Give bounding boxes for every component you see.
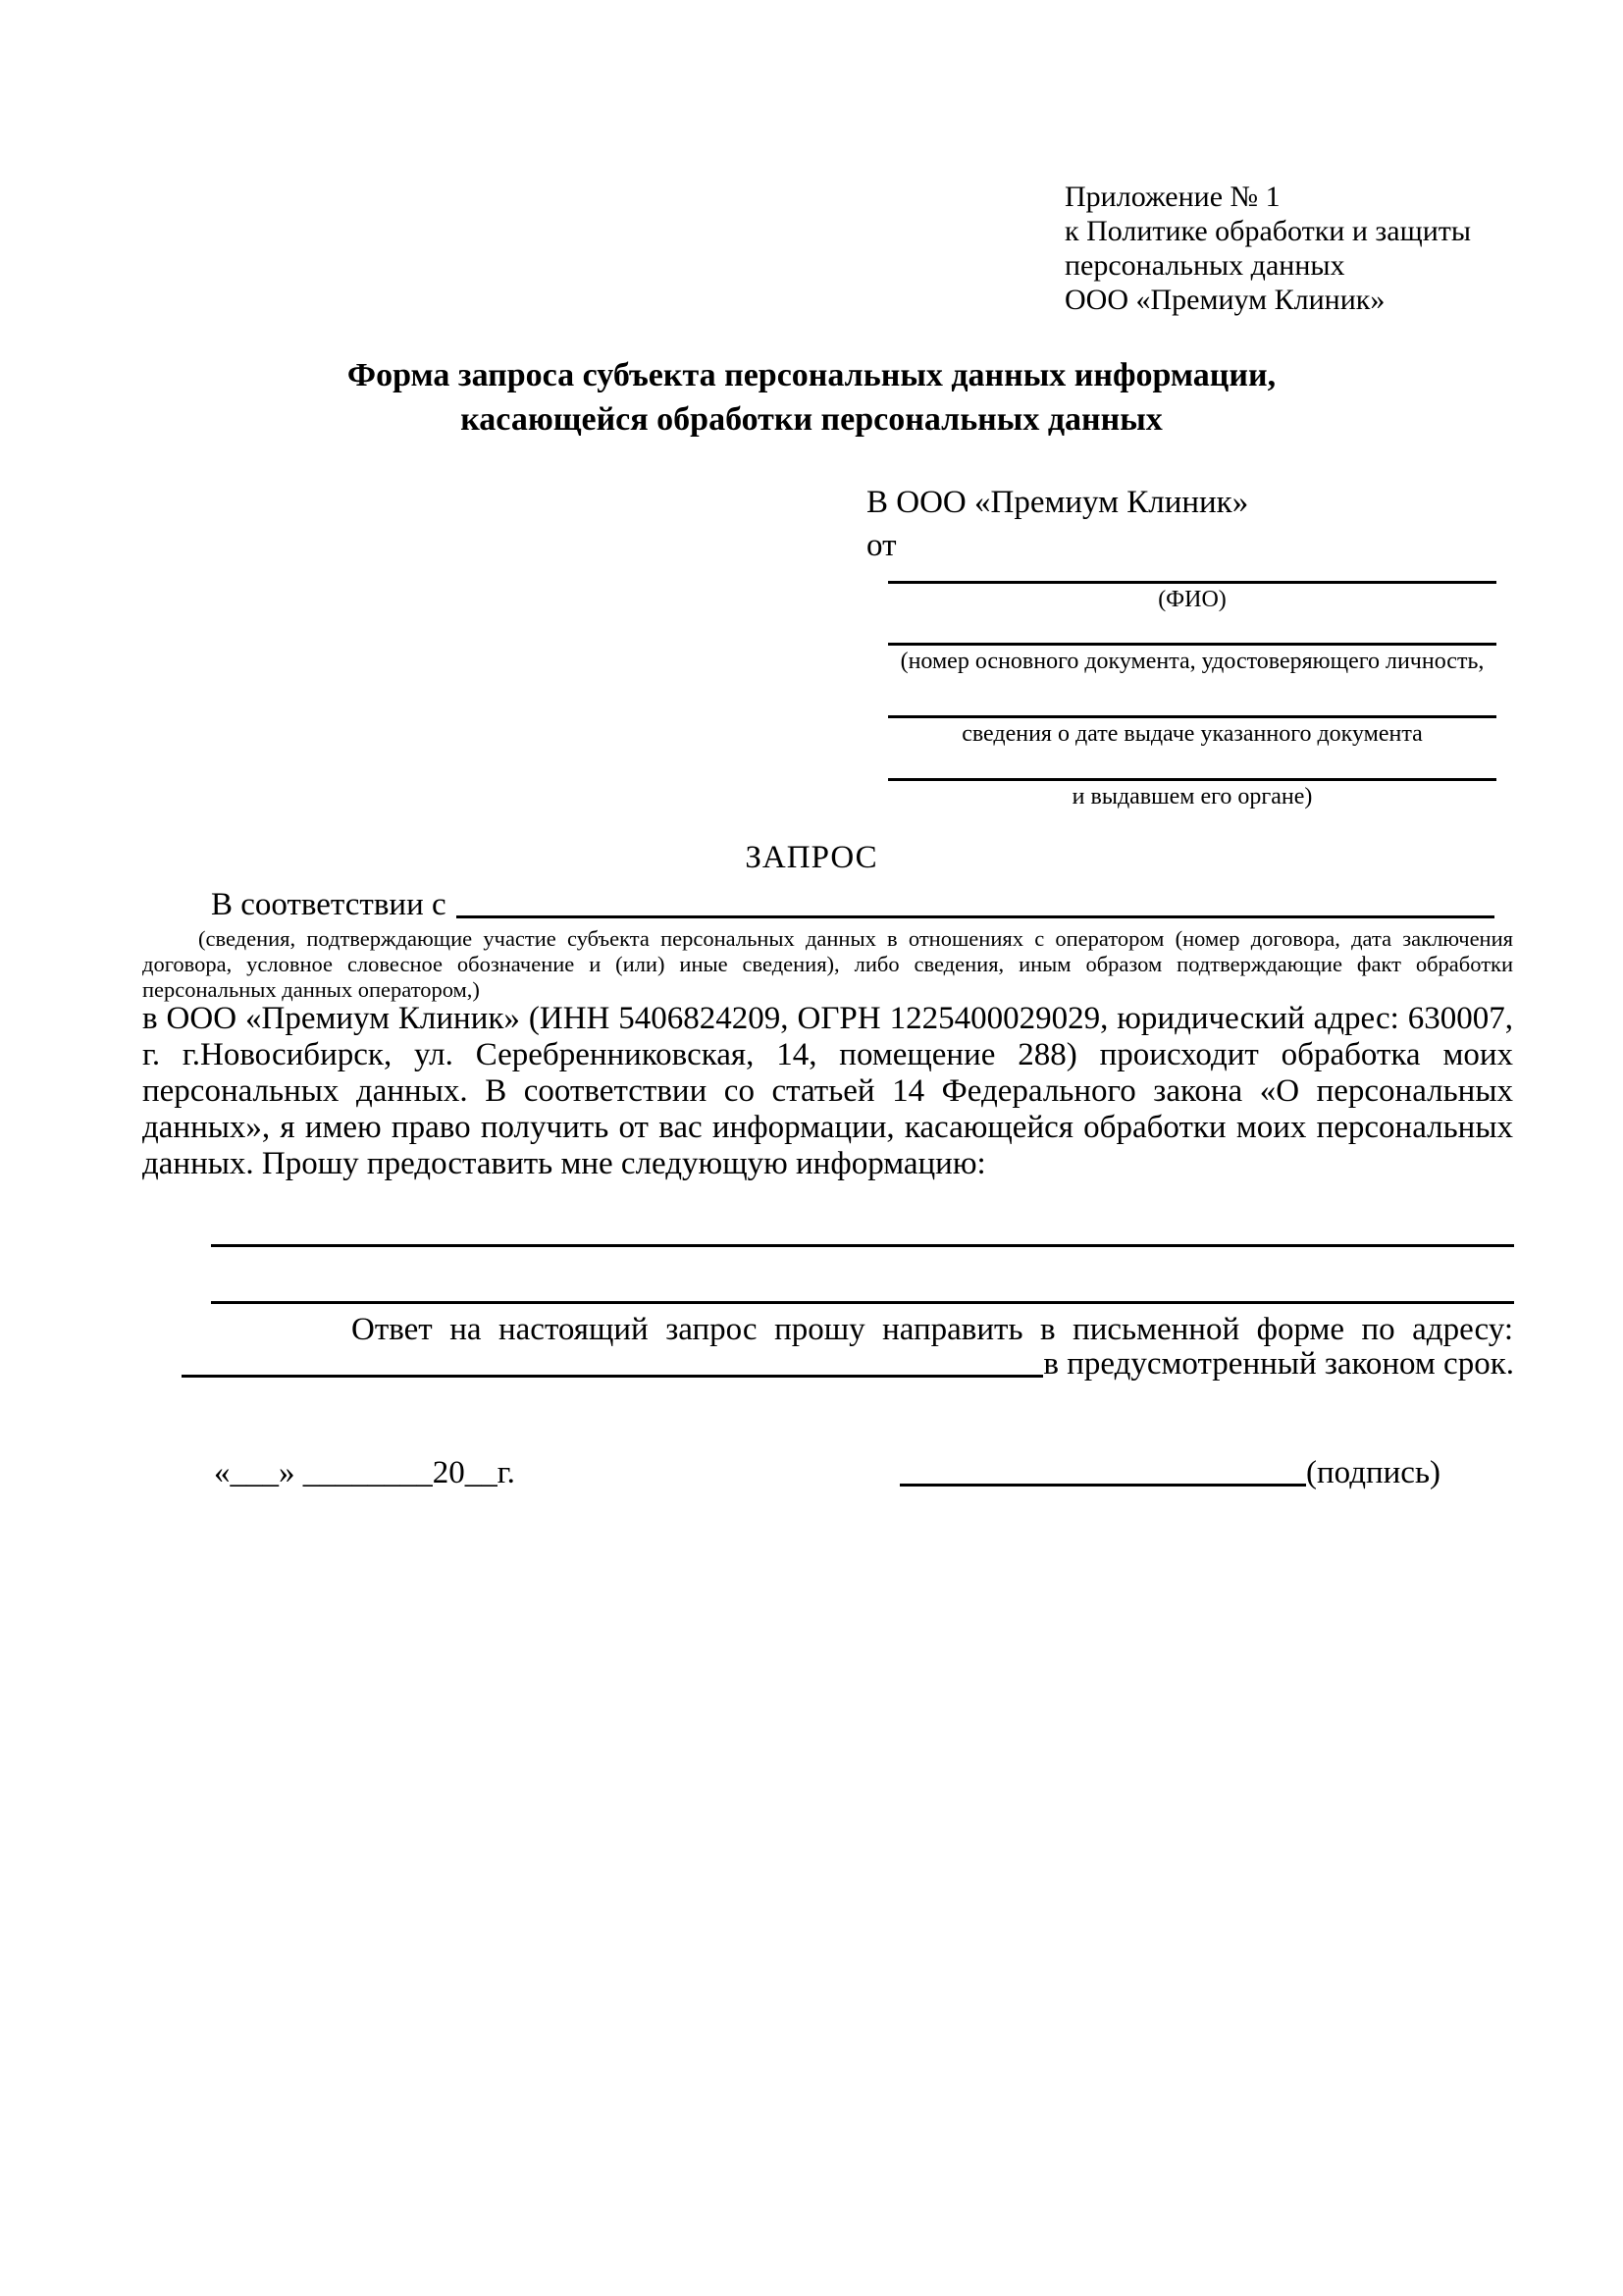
issuing-authority-caption: и выдавшем его органе) (1072, 784, 1313, 809)
fio-field (888, 581, 1496, 613)
addressee-from-label: от (866, 528, 897, 563)
body-paragraph: в ООО «Премиум Клиник» (ИНН 5406824209, ОГРН 1225400029029, юридический адрес: 630007, г. г.Новосибирск, ул. Серебренниковская, 14, помещение 288) происходит обработка моих персональных данных. В соответствии со статьей 14 Федерального закона «О персональных данных», я имею право получить от вас информации, касающейся обработки моих персональных данных. Прошу предоставить мне следующую информацию: (142, 1001, 1513, 1181)
appendix-note-line: ООО «Премиум Клиник» (1065, 284, 1386, 316)
fine-print-note: (сведения, подтверждающие участие субъекта персональных данных в отношениях с оператором (номер договора, дата заключения договора, условное словесное обозначение и (или) иные сведения), либо сведения, иным образом подтверждающие факт обработки персональных данных оператором,) (142, 926, 1513, 1002)
info-write-in-line (211, 1301, 1514, 1304)
accordance-write-in-line (456, 915, 1494, 918)
address-write-in-line (182, 1375, 1043, 1378)
signature-caption: (подпись) (1306, 1455, 1440, 1490)
addressee-organization: В ООО «Премиум Клиник» (866, 485, 1249, 520)
response-address-row (182, 1346, 1514, 1383)
document-number-caption: (номер основного документа, удостоверяющего личность, (900, 649, 1485, 674)
response-term-text: в предусмотренный законом срок. (1043, 1346, 1514, 1382)
appendix-note (1065, 180, 1471, 317)
request-heading: ЗАПРОС (745, 840, 878, 875)
issue-date-field (888, 715, 1496, 748)
page-title (0, 353, 1623, 442)
accordance-label: В соответствии с (211, 887, 446, 922)
appendix-note-line: к Политике обработки и защиты (1065, 215, 1472, 247)
response-request-text: Ответ на настоящий запрос прошу направить в письменной форме по адресу: (351, 1312, 1513, 1347)
signature-row (900, 1455, 1489, 1491)
accordance-row (211, 887, 1494, 923)
appendix-note-line: персональных данных (1065, 249, 1345, 282)
info-write-in-line (211, 1244, 1514, 1247)
appendix-note-line: Приложение № 1 (1065, 181, 1281, 213)
signature-write-in-line (900, 1484, 1306, 1487)
issuing-authority-field (888, 778, 1496, 810)
issue-date-caption: сведения о дате выдаче указанного документа (962, 721, 1423, 747)
date-blank: «___» ________20__г. (214, 1455, 515, 1490)
page-title-text: Форма запроса субъекта персональных данных информации, касающейся обработки персональных данных (346, 357, 1277, 438)
fio-caption: (ФИО) (1158, 587, 1227, 612)
document-number-field (888, 643, 1496, 675)
